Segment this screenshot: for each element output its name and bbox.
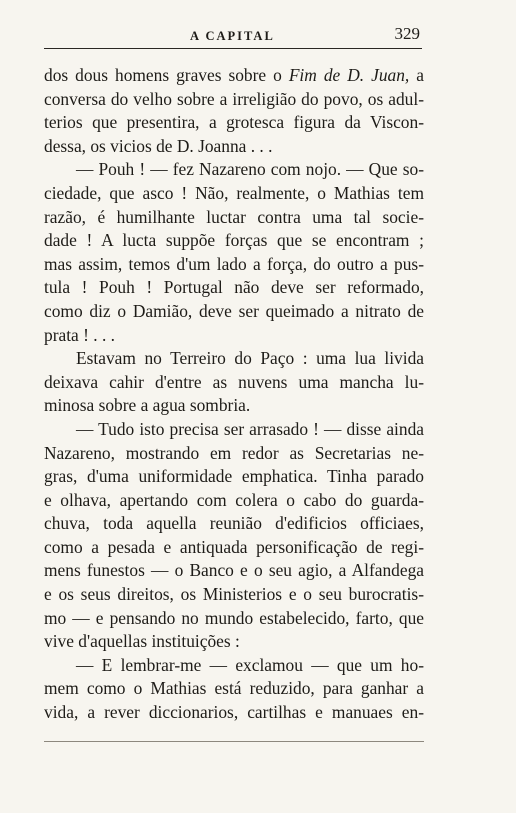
header-rule [44,48,422,49]
text-line: vida, a rever diccionarios, cartilhas e manuaes en- [44,702,424,723]
text-line: razão, é humilhante luctar contra uma tal socie- [44,206,424,227]
text-line: mem como o Mathias está reduzido, para ganhar a [44,678,424,699]
running-head [44,24,420,46]
text-line: deixava cahir d'entre as nuvens uma mancha lu- [44,371,424,392]
text-line: — Tudo isto precisa ser arrasado ! — disse ainda [76,418,424,439]
text-line: prata ! . . . [44,324,115,345]
running-title: A CAPITAL [190,29,275,43]
text-line: mas assim, temos d'um lado a força, do outro a pus- [44,253,424,274]
text-line: tula ! Pouh ! Portugal não deve ser reformado, [44,277,424,298]
text-line: — E lembrar-me — exclamou — que um ho- [76,654,424,675]
text-line: chuva, toda aquella reunião d'edificios officiaes, [44,513,424,534]
text-line: mens funestos — o Banco e o seu agio, a Alfandega [44,560,424,581]
text-line: gras, d'uma uniformidade emphatica. Tinha parado [44,466,424,487]
text-line: Nazareno, mostrando em redor as Secretarias ne- [44,442,424,463]
text-line: como a pesada e antiquada personificação de regi- [44,536,424,557]
text-line: dessa, os vicios de D. Joanna . . . [44,135,273,156]
text-line: conversa do velho sobre a irreligião do povo, os adul- [44,88,424,109]
body-text [44,64,424,725]
page-number: 329 [394,24,420,43]
text-line: terios que presentira, a grotesca figura da Viscon- [44,112,424,133]
text-line: dos dous homens graves sobre o Fim de D. Juan, a [44,65,424,85]
footer-rule [44,741,424,742]
text-line: e olhava, apertando com colera o cabo do guarda- [44,489,424,510]
text-line: vive d'aquellas instituições : [44,631,240,652]
text-line: mo — e pensando no mundo estabelecido, farto, que [44,607,424,628]
text-line: e os seus direitos, os Ministerios e o seu burocratis- [44,584,424,605]
text-line: dade ! A lucta suppõe forças que se encontram ; [44,230,424,251]
text-line: Estavam no Terreiro do Paço : uma lua livida [76,348,424,369]
text-line: minosa sobre a agua sombria. [44,395,251,416]
text-line: como diz o Damião, deve ser queimado a nitrato de [44,300,424,321]
text-line: ciedade, que asco ! Não, realmente, o Mathias tem [44,182,424,203]
text-line: — Pouh ! — fez Nazareno com nojo. — Que so- [76,159,424,180]
